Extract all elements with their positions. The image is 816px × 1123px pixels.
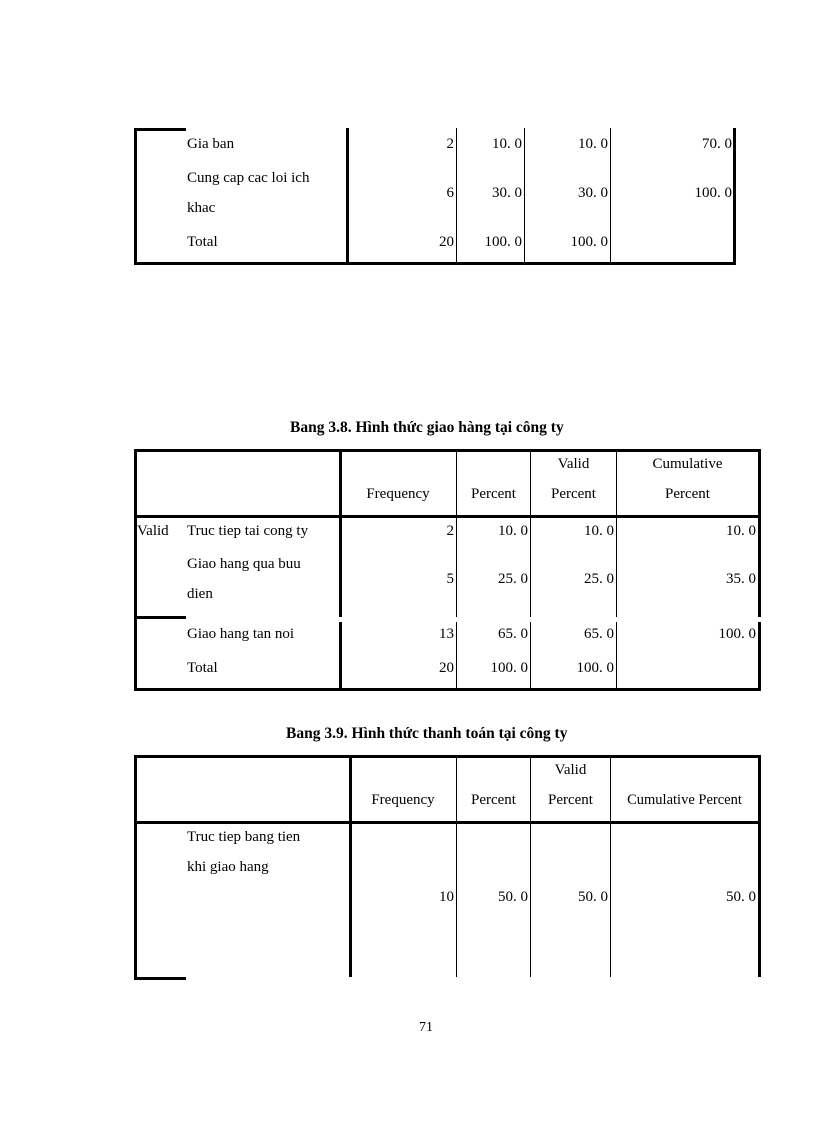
cell-valid-percent: 25. 0	[584, 571, 614, 587]
cell-frequency: 2	[446, 136, 454, 152]
header-percent: Percent	[471, 486, 516, 502]
page-number: 71	[419, 1020, 433, 1035]
cell-valid-percent: 100. 0	[570, 234, 608, 250]
header-valid-line2: Percent	[548, 792, 593, 808]
cell-valid-percent: 100. 0	[576, 660, 614, 676]
table-bracket-top	[134, 128, 186, 131]
row-label: Giao hang tan noi	[187, 626, 295, 642]
cell-valid-percent: 10. 0	[578, 136, 608, 152]
cell-frequency: 13	[439, 626, 454, 642]
cell-valid-percent: 30. 0	[578, 185, 608, 201]
table-bracket-mid	[134, 616, 186, 619]
table-divider	[530, 622, 531, 691]
table-border-top	[134, 449, 761, 452]
table-header-rule	[134, 821, 761, 824]
cell-valid-percent: 50. 0	[578, 889, 608, 905]
row-label-line2: dien	[187, 586, 213, 602]
table-divider-label	[346, 128, 349, 265]
group-label-valid: Valid	[137, 523, 169, 539]
table-divider	[616, 622, 617, 691]
header-valid-line1: Valid	[554, 762, 587, 778]
row-label-line1: Cung cap cac loi ich	[187, 170, 310, 186]
table-divider-label	[349, 755, 352, 977]
table-divider	[456, 449, 457, 617]
cell-cumulative: 100. 0	[694, 185, 732, 201]
table-divider	[524, 128, 525, 265]
table-header-rule	[134, 515, 761, 518]
table-bracket-bottom	[134, 977, 186, 980]
table-divider	[530, 755, 531, 977]
cell-valid-percent: 10. 0	[584, 523, 614, 539]
header-frequency: Frequency	[371, 792, 435, 808]
cell-percent: 25. 0	[498, 571, 528, 587]
cell-percent: 100. 0	[490, 660, 528, 676]
cell-frequency: 20	[439, 234, 454, 250]
cell-percent: 30. 0	[492, 185, 522, 201]
row-label-line1: Giao hang qua buu	[187, 556, 301, 572]
cell-frequency: 5	[446, 571, 454, 587]
header-percent: Percent	[471, 792, 516, 808]
table-divider	[456, 755, 457, 977]
header-cumulative-line1: Cumulative	[652, 456, 723, 472]
table-border-bottom	[134, 688, 761, 691]
cell-percent: 100. 0	[484, 234, 522, 250]
table-divider	[610, 755, 611, 977]
table-border-right	[733, 128, 736, 265]
table-divider-label	[339, 622, 342, 691]
table-divider	[530, 449, 531, 617]
cell-cumulative: 10. 0	[726, 523, 756, 539]
table-border-left	[134, 128, 137, 265]
cell-frequency: 2	[446, 523, 454, 539]
table-divider	[610, 128, 611, 265]
cell-cumulative: 50. 0	[726, 889, 756, 905]
table-border-right	[758, 755, 761, 977]
cell-cumulative: 35. 0	[726, 571, 756, 587]
row-label-line2: khi giao hang	[187, 859, 269, 875]
cell-percent: 65. 0	[498, 626, 528, 642]
cell-valid-percent: 65. 0	[584, 626, 614, 642]
cell-percent: 50. 0	[498, 889, 528, 905]
cell-frequency: 20	[439, 660, 454, 676]
cell-frequency: 6	[446, 185, 454, 201]
cell-cumulative: 70. 0	[702, 136, 732, 152]
table-divider	[616, 449, 617, 617]
header-cumulative: Cumulative Percent	[627, 792, 742, 808]
table-divider	[456, 622, 457, 691]
table-divider	[456, 128, 457, 265]
table-border-top	[134, 755, 761, 758]
table-border-right	[758, 449, 761, 617]
table-border-bottom	[134, 262, 736, 265]
table-divider-label	[339, 449, 342, 617]
cell-frequency: 10	[439, 889, 454, 905]
table-border-right	[758, 622, 761, 691]
table-border-left	[134, 449, 137, 691]
header-cumulative-line2: Percent	[665, 486, 710, 502]
header-valid-line2: Percent	[551, 486, 596, 502]
table-border-left	[134, 755, 137, 980]
table-38-caption: Bang 3.8. Hình thức giao hàng tại công ty	[290, 419, 564, 436]
cell-percent: 10. 0	[498, 523, 528, 539]
header-frequency: Frequency	[366, 486, 430, 502]
row-label-total: Total	[187, 660, 218, 676]
cell-percent: 10. 0	[492, 136, 522, 152]
row-label-line2: khac	[187, 200, 216, 216]
row-label: Gia ban	[187, 136, 235, 152]
row-label-total: Total	[187, 234, 218, 250]
header-valid-line1: Valid	[557, 456, 590, 472]
row-label: Truc tiep tai cong ty	[187, 523, 309, 539]
table-39-caption: Bang 3.9. Hình thức thanh toán tại công ty	[286, 725, 568, 742]
row-label-line1: Truc tiep bang tien	[187, 829, 301, 845]
cell-cumulative: 100. 0	[718, 626, 756, 642]
